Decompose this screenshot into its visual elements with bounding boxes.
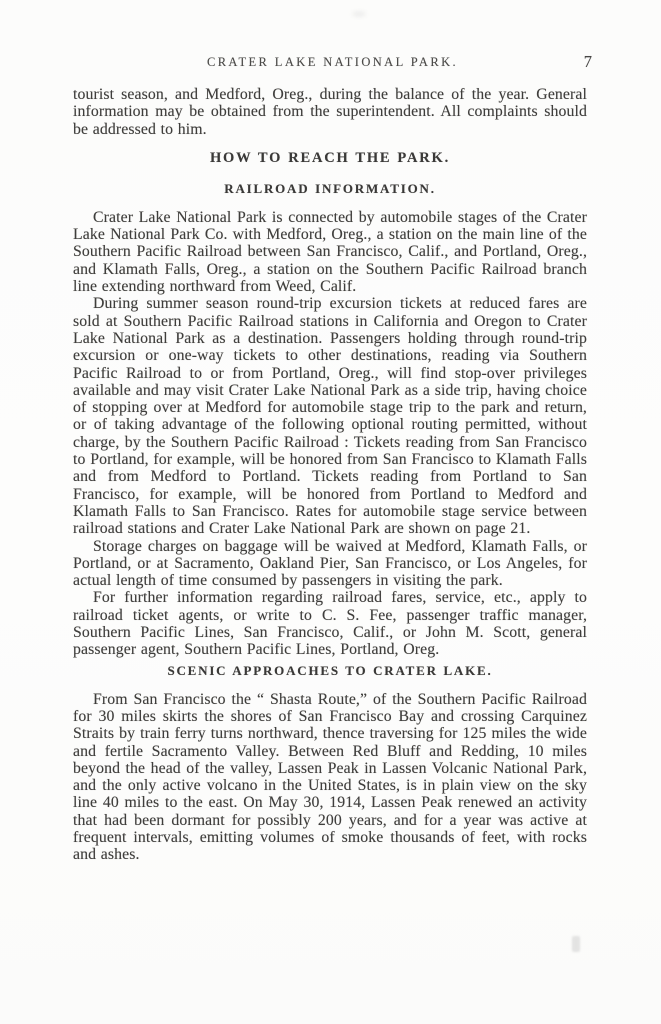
scan-artifact-smudge [352,11,366,17]
running-header-title: CRATER LAKE NATIONAL PARK. [206,55,459,69]
page-body [73,86,587,864]
paragraph-tourist-season: tourist season, and Medford, Oreg., during the balance of the year. General information may be obtained from the superintendent. All complaints should be addressed to him. [73,86,587,138]
scan-artifact-smudge [572,936,580,952]
subsection-heading-railroad-information: RAILROAD INFORMATION. [224,180,436,196]
section-heading-how-to-reach-the-park: HOW TO REACH THE PARK. [209,149,451,166]
subsection-heading-scenic-approaches: SCENIC APPROACHES TO CRATER LAKE. [167,662,493,678]
paragraph-shasta-route: From San Francisco the “ Shasta Route,” of the Southern Pacific Railroad for 30 miles skirts the shores of San Francisco Bay and crossing Carquinez Straits by train ferry turns northward, thence traversing for 125 miles the wide and fertile Sacramento Valley. Between Red Bluff and Redding, 10 miles beyond the head of the valley, Lassen Peak in Lassen Volcanic National Park, and the only active volcano in the United States, is in plain view on the sky line 40 miles to the east. On May 30, 1914, Lassen Peak renewed an activity that had been dormant for possibly 200 years, and for a year was active at frequent intervals, emitting volumes of smoke thousands of feet, with rocks and ashes. [73,690,587,864]
running-header [73,52,592,73]
paragraph-park-connections: Crater Lake National Park is connected by automobile stages of the Crater Lake National Park Co. with Medford, Oreg., a station on the main line of the Southern Pacific Railroad between San Francisco, Calif., and Portland, Oreg., and Klamath Falls, Oreg., a station on the Southern Pacific Railroad branch line extending northward from Weed, Calif. [73,208,587,296]
paragraph-storage-charges: Storage charges on baggage will be waived at Medford, Klamath Falls, or Portland, or at Sacramento, Oakland Pier, San Francisco, or Los Angeles, for actual length of time consumed by passengers in visiting the park. [73,537,587,590]
page-number: 7 [583,52,592,71]
paragraph-excursion-tickets: During summer season round-trip excursion tickets at reduced fares are sold at Southern Pacific Railroad stations in California and Oregon to Crater Lake National Park as a destination. Passengers holding through round-trip excursion or one-way tickets to other destinations, reading via Southern Pacific Railroad to or from Portland, Oreg., will find stop-over privileges available and may visit Crater Lake National Park as a side trip, having choice of stopping over at Medford for automobile stage trip to the park and return, or of taking advantage of the following optional routing permitted, without charge, by the Southern Pacific Railroad : Tickets reading from San Francisco to Portland, for example, will be honored from San Francisco to Klamath Falls and from Medford to Portland. Tickets reading from Portland to San Francisco, for example, will be honored from Portland to Medford and Klamath Falls to San Francisco. Rates for automobile stage service between railroad stations and Crater Lake National Park are shown on page 21. [73,295,587,538]
paragraph-further-information: For further information regarding railroad fares, service, etc., apply to railroad ticket agents, or write to C. S. Fee, passenger traffic manager, Southern Pacific Lines, San Francisco, Calif., or John M. Scott, general passenger agent, Southern Pacific Lines, Portland, Oreg. [73,589,587,659]
